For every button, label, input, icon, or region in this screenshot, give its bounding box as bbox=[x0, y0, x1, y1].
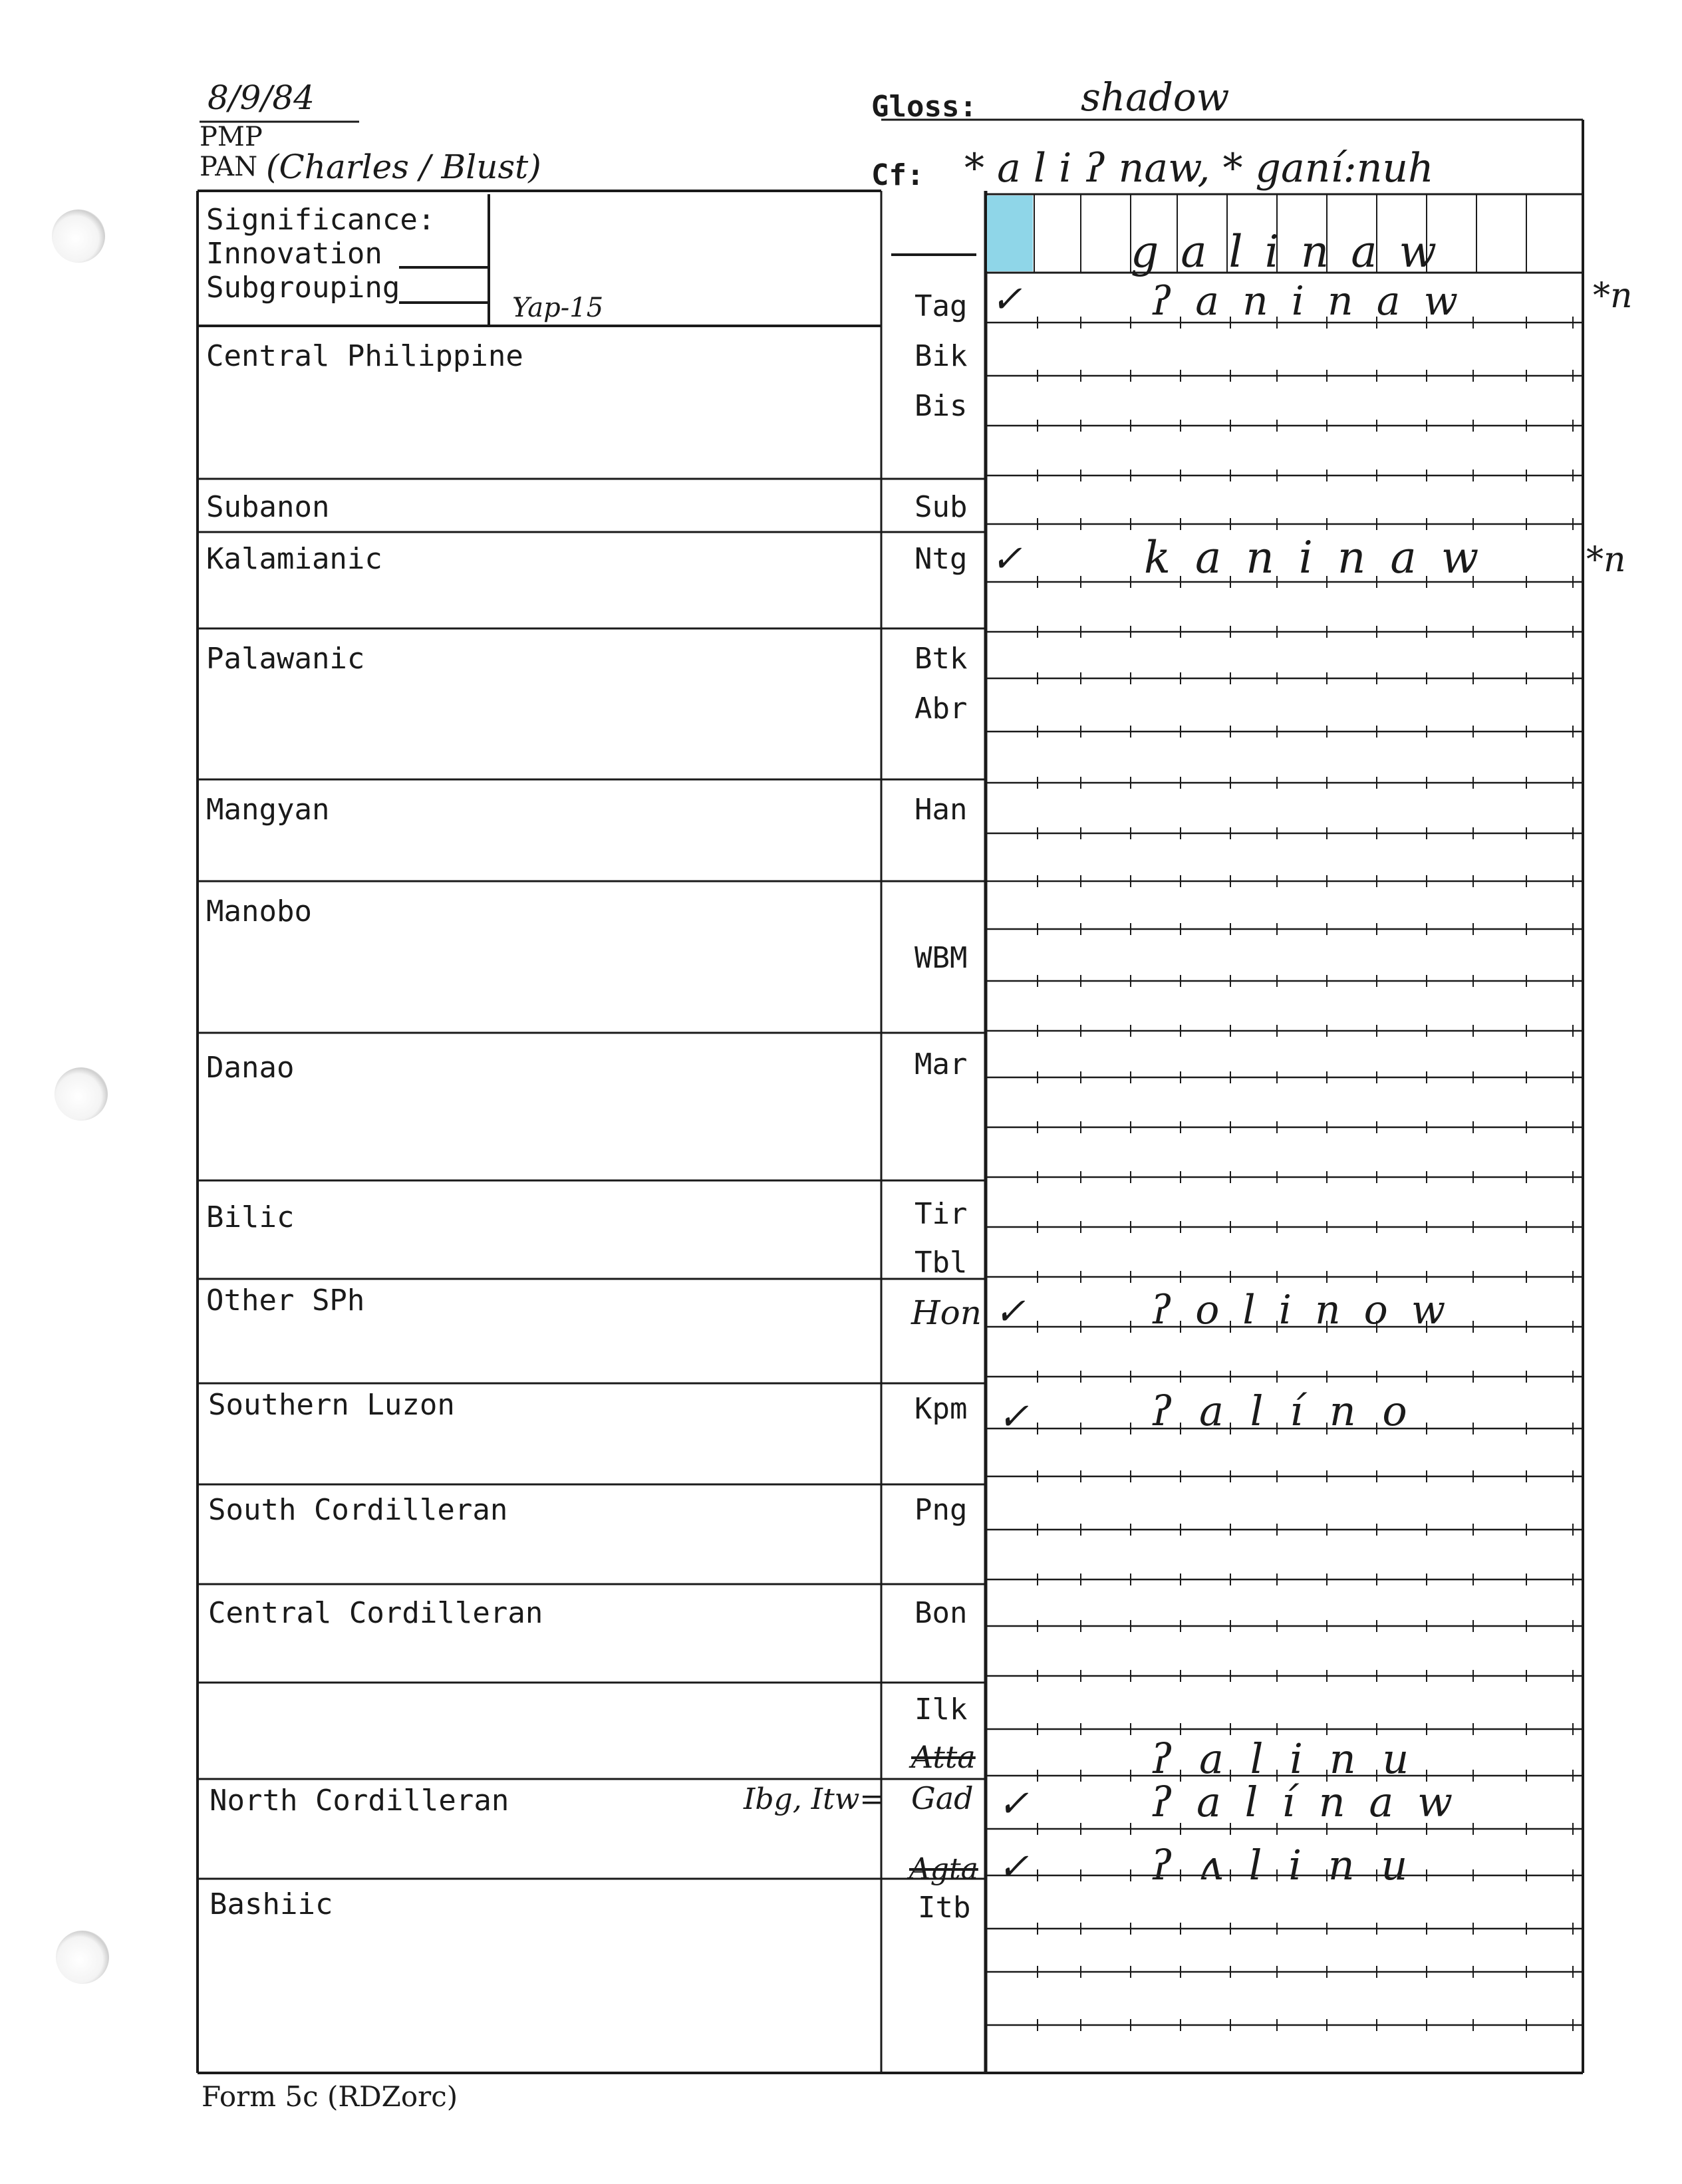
lang-btk: Btk bbox=[914, 642, 968, 676]
lang-mar: Mar bbox=[914, 1047, 968, 1081]
form-kpm: ʔ a l í n o bbox=[1151, 1387, 1414, 1435]
lang-tag: Tag bbox=[914, 289, 968, 323]
lang-itb: Itb bbox=[918, 1891, 971, 1925]
gad-note: Ibg, Itw= bbox=[744, 1782, 885, 1816]
form-atta: ʔ a l i n u bbox=[1151, 1734, 1416, 1783]
lang-bon: Bon bbox=[914, 1596, 968, 1630]
lang-ntg: Ntg bbox=[914, 542, 968, 576]
group-palawanic: Palawanic bbox=[206, 642, 365, 676]
lang-sub: Sub bbox=[914, 490, 968, 524]
lang-bis: Bis bbox=[914, 389, 968, 423]
lang-agta: Agta bbox=[909, 1852, 978, 1886]
group-kalamianic: Kalamianic bbox=[206, 542, 382, 576]
lang-abr: Abr bbox=[914, 692, 968, 726]
pan-note: (Charles / Blust) bbox=[266, 148, 541, 186]
pmp-label: PMP bbox=[200, 122, 263, 152]
group-danao: Danao bbox=[206, 1051, 295, 1085]
group-other-sph: Other SPh bbox=[206, 1284, 365, 1317]
cf-label: Cf: bbox=[871, 158, 924, 192]
group-subanon: Subanon bbox=[206, 490, 330, 524]
lang-tbl: Tbl bbox=[914, 1246, 968, 1280]
highlight-cell bbox=[987, 196, 1033, 271]
lang-tir: Tir bbox=[914, 1197, 968, 1231]
reconstruction: g a l i n a w bbox=[1131, 226, 1441, 277]
check-gad: ✓ bbox=[998, 1782, 1029, 1826]
note-ntg: *n bbox=[1586, 540, 1626, 580]
form-tag: ʔ a n i n a w bbox=[1151, 278, 1463, 325]
group-manobo: Manobo bbox=[206, 894, 312, 928]
group-bilic: Bilic bbox=[206, 1200, 295, 1234]
lang-ilk: Ilk bbox=[914, 1693, 968, 1726]
lang-png: Png bbox=[914, 1493, 968, 1527]
check-tag: ✓ bbox=[991, 278, 1022, 321]
group-bashiic: Bashiic bbox=[210, 1887, 333, 1921]
lang-atta: Atta bbox=[911, 1739, 976, 1775]
pan-label: PAN bbox=[200, 152, 258, 182]
lang-gad: Gad bbox=[911, 1780, 974, 1816]
lang-han: Han bbox=[914, 793, 968, 827]
date: 8/9/84 bbox=[208, 78, 315, 117]
yap-note: Yap-15 bbox=[512, 293, 604, 323]
lang-bik: Bik bbox=[914, 339, 968, 373]
group-central-philippine: Central Philippine bbox=[206, 339, 523, 373]
check-agta: ✓ bbox=[998, 1845, 1029, 1889]
form-hon: ʔ o l i n o w bbox=[1151, 1287, 1451, 1333]
form-agta: ʔ ʌ l i n u bbox=[1151, 1841, 1415, 1889]
form-ntg: k a n i n a w bbox=[1144, 532, 1484, 583]
significance-label: Significance: bbox=[206, 203, 436, 237]
check-hon: ✓ bbox=[994, 1290, 1026, 1333]
subgrouping-label: Subgrouping bbox=[206, 271, 400, 305]
group-southern-luzon: Southern Luzon bbox=[208, 1388, 455, 1422]
check-kpm: ✓ bbox=[998, 1395, 1029, 1438]
group-north-cordilleran: North Cordilleran bbox=[210, 1784, 509, 1818]
cf-value: * a l i ʔ naw, * ganí:nuh bbox=[964, 145, 1434, 192]
footer-form-label: Form 5c (RDZorc) bbox=[202, 2080, 458, 2113]
form-gad: ʔ a l í n a w bbox=[1151, 1778, 1459, 1826]
group-central-cordilleran: Central Cordilleran bbox=[208, 1596, 543, 1630]
check-ntg: ✓ bbox=[991, 537, 1022, 581]
gloss-value: shadow bbox=[1081, 74, 1230, 120]
lang-kpm: Kpm bbox=[914, 1392, 968, 1426]
note-tag: *n bbox=[1593, 276, 1633, 316]
innovation-label: Innovation bbox=[206, 237, 382, 271]
group-mangyan: Mangyan bbox=[206, 793, 330, 827]
gloss-label: Gloss: bbox=[871, 90, 977, 124]
lang-hon: Hon bbox=[911, 1294, 982, 1332]
group-south-cordilleran: South Cordilleran bbox=[208, 1493, 508, 1527]
lang-wbm: WBM bbox=[914, 941, 968, 975]
